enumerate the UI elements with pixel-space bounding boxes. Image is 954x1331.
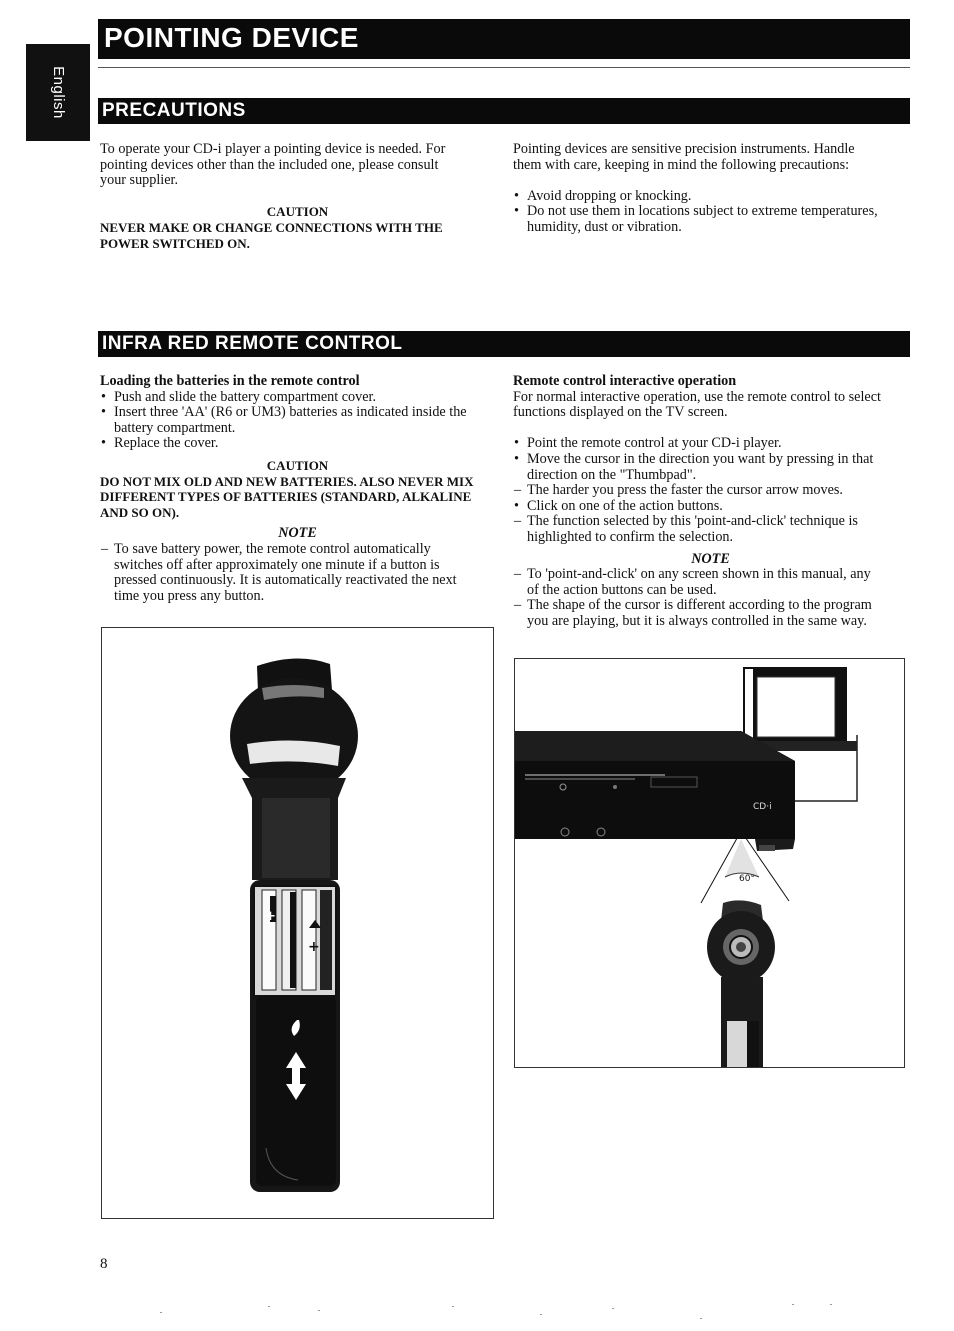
note-label: NOTE [691, 550, 730, 567]
scan-speck [268, 1306, 270, 1307]
list-item-text: Avoid dropping or knocking. [527, 187, 692, 204]
scan-speck [612, 1308, 614, 1309]
list-item [513, 483, 908, 499]
page-number: 8 [100, 1256, 108, 1272]
caution-label: CAUTION [266, 457, 329, 473]
note-item-text: pressed continuously. It is automatically reactivated the next [114, 572, 457, 589]
list-item [513, 514, 908, 545]
list-item-text: Move the cursor in the direction you want by pressing in that [527, 450, 874, 467]
infra-red-heading-bar [98, 331, 910, 357]
language-tab-label: English [49, 66, 67, 119]
intro-line: functions displayed on the TV screen. [513, 404, 728, 421]
note-item [100, 542, 495, 604]
precautions-right-column [513, 142, 908, 236]
intro-line: To operate your CD-i player a pointing device is needed. For [100, 141, 446, 157]
title-rule [98, 67, 910, 68]
remote-pointing-figure [514, 658, 905, 1068]
scan-speck [318, 1310, 320, 1311]
infra-red-right-column [513, 374, 908, 630]
caution-label: CAUTION [266, 204, 329, 220]
list-item [100, 436, 495, 452]
precautions-left-column [100, 142, 495, 251]
language-tab [26, 44, 90, 141]
list-item [513, 452, 908, 483]
scan-speck [160, 1312, 162, 1313]
scan-speck [792, 1304, 794, 1305]
list-item-text: Click on one of the action buttons. [527, 497, 723, 514]
list-item-text: battery compartment. [114, 419, 236, 436]
list-item [513, 436, 908, 452]
list-item-text: highlighted to confirm the selection. [527, 528, 734, 545]
player-logo: CD·i [753, 802, 772, 812]
player-pointing-illustration [515, 659, 904, 1067]
note-item-text: The shape of the cursor is different according to the program [527, 597, 872, 614]
remote-battery-illustration [102, 628, 493, 1218]
list-item-text: direction on the "Thumbpad". [527, 466, 697, 483]
scan-speck [540, 1314, 542, 1315]
note-item-text: of the action buttons can be used. [527, 581, 717, 598]
caution-text-line: AND SO ON). [100, 504, 180, 520]
list-item [100, 405, 495, 436]
remote-battery-figure [101, 627, 494, 1219]
infra-red-heading: INFRA RED REMOTE CONTROL [102, 333, 403, 354]
caution-text-line: DIFFERENT TYPES OF BATTERIES (STANDARD, ALKALINE [100, 489, 472, 505]
note-label: NOTE [278, 525, 317, 542]
intro-line: For normal interactive operation, use the remote control to select [513, 388, 881, 405]
note-item-text: switches off after approximately one minute if a button is [114, 556, 440, 573]
angle-label: 60° [739, 874, 755, 884]
list-item [100, 390, 495, 406]
note-item [513, 567, 908, 598]
list-item-text: The function selected by this 'point-and-click' technique is [527, 513, 858, 530]
scan-speck [452, 1306, 454, 1307]
svg-text:+: + [265, 909, 276, 924]
note-item-text: time you press any button. [114, 587, 265, 604]
page-title-bar [98, 19, 910, 59]
precautions-heading: PRECAUTIONS [102, 100, 246, 121]
list-item-text: Replace the cover. [114, 435, 219, 452]
caution-text-line: DO NOT MIX OLD AND NEW BATTERIES. ALSO NEVER MIX [100, 473, 474, 489]
caution-text-line: POWER SWITCHED ON. [100, 235, 250, 251]
note-item-text: To save battery power, the remote control automatically [114, 540, 431, 557]
intro-line: them with care, keeping in mind the following precautions: [513, 156, 850, 173]
precautions-heading-bar [98, 98, 910, 124]
subheading: Loading the batteries in the remote control [100, 373, 360, 389]
list-item-text: The harder you press the faster the cursor arrow moves. [527, 482, 843, 499]
caution-text-line: NEVER MAKE OR CHANGE CONNECTIONS WITH THE [100, 219, 443, 235]
list-item-text: Insert three 'AA' (R6 or UM3) batteries as indicated inside the [114, 404, 467, 421]
scan-speck [830, 1304, 832, 1305]
page-title: POINTING DEVICE [104, 22, 359, 53]
intro-line: pointing devices other than the included one, please consult [100, 156, 439, 173]
list-item-text: humidity, dust or vibration. [527, 218, 682, 235]
infra-red-left-column [100, 374, 495, 604]
list-item-text: Do not use them in locations subject to extreme temperatures, [527, 203, 878, 220]
intro-line: Pointing devices are sensitive precision instruments. Handle [513, 141, 855, 157]
scan-speck [700, 1318, 702, 1319]
intro-line: your supplier. [100, 172, 179, 189]
list-item [513, 204, 908, 235]
subheading: Remote control interactive operation [513, 373, 737, 389]
note-item-text: you are playing, but it is always controlled in the same way. [527, 612, 867, 629]
note-item-text: To 'point-and-click' on any screen shown in this manual, any [527, 566, 871, 583]
svg-text:+: + [308, 939, 320, 955]
list-item [513, 499, 908, 515]
note-item [513, 598, 908, 629]
list-item-text: Point the remote control at your CD-i player. [527, 435, 782, 452]
list-item [513, 189, 908, 205]
list-item-text: Push and slide the battery compartment cover. [114, 388, 377, 405]
